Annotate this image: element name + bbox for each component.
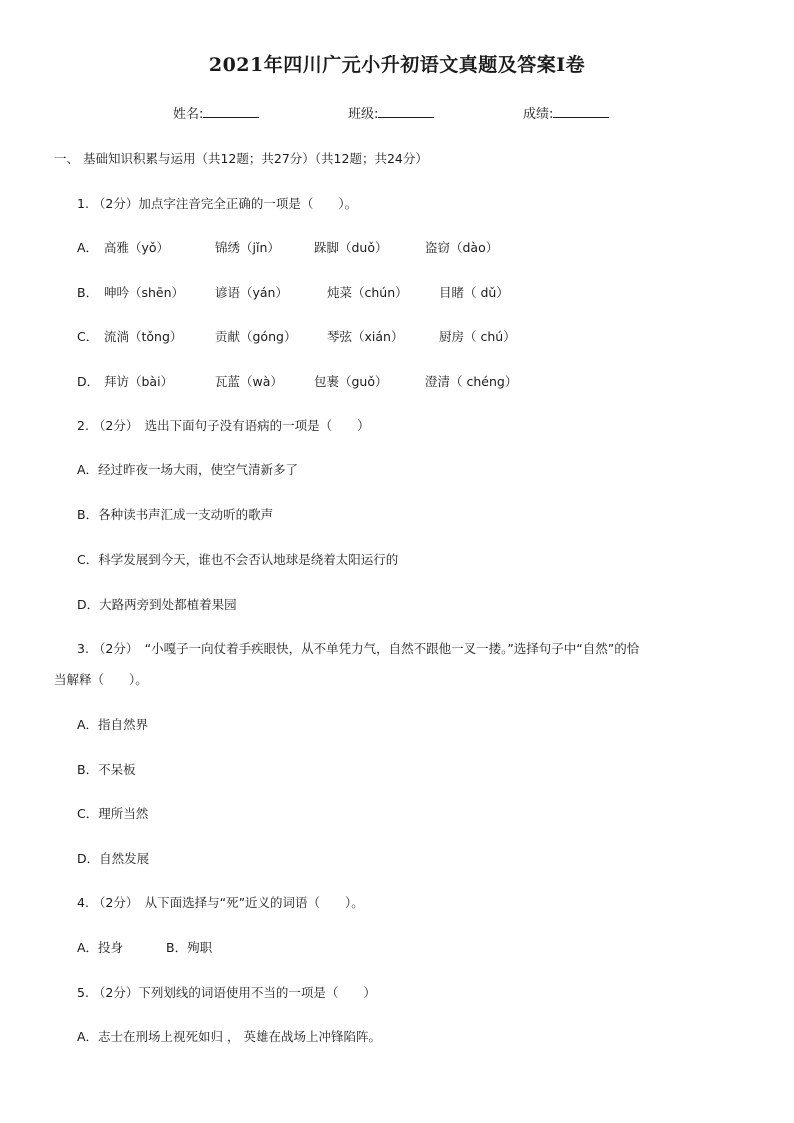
q1-option-c-item: 厨房（ chú） <box>439 329 516 344</box>
q2-option-a[interactable]: A．经过昨夜一场大雨，使空气清新多了 <box>77 462 299 477</box>
q3-option-a[interactable]: A．指自然界 <box>77 717 149 732</box>
q1-option-d-item: 澄清（ chéng） <box>425 374 518 389</box>
class-blank[interactable] <box>378 105 434 118</box>
q2-option-d[interactable]: D．大路两旁到处都植着果园 <box>77 597 237 612</box>
question-5-stem: 5. （2分）下列划线的词语使用不当的一项是（ ） <box>77 985 376 1000</box>
q4-option-b[interactable]: B．殉职 <box>166 940 213 955</box>
q1-option-d-item: 包裹（guǒ） <box>314 374 388 389</box>
q1-option-b-item: 谚语（yán） <box>215 285 288 300</box>
q1-option-b-item: 目睹（ dǔ） <box>439 285 509 300</box>
class-field <box>348 103 434 122</box>
question-1-stem: 1. （2分）加点字注音完全正确的一项是（ ）。 <box>77 196 358 211</box>
question-4-stem: 4. （2分） 从下面选择与“死”近义的词语（ ）。 <box>77 895 364 910</box>
q1-option-a-item: 锦绣（jǐn） <box>215 240 280 255</box>
q1-option-a-item: 盗窃（dào） <box>425 240 499 255</box>
score-blank[interactable] <box>553 105 609 118</box>
question-3-stem: 3. （2分） “小嘎子一向仗着手疾眼快，从不单凭力气，自然不跟他一叉一搂。”选择句子中“自然”的恰 <box>77 641 640 656</box>
score-field <box>523 103 609 122</box>
q1-option-d-label[interactable]: D． <box>77 374 100 389</box>
q1-option-d-item: 拜访（bài） <box>104 374 174 389</box>
q1-option-b-item: 呻吟（shēn） <box>104 285 185 300</box>
q1-option-c-item: 琴弦（xián） <box>327 329 404 344</box>
q2-option-b[interactable]: B．各种读书声汇成一支动听的歌声 <box>77 507 274 522</box>
q1-option-a-item: 高雅（yǒ） <box>104 240 170 255</box>
q5-option-a[interactable]: A．志士在刑场上视死如归 ， 英雄在战场上冲锋陷阵。 <box>77 1029 381 1044</box>
q1-option-b-label[interactable]: B． <box>77 285 99 300</box>
q1-option-a-item: 跺脚（duǒ） <box>314 240 388 255</box>
page-title: 2021年四川广元小升初语文真题及答案Ⅰ卷 <box>208 54 586 76</box>
q3-option-c[interactable]: C．理所当然 <box>77 806 149 821</box>
class-label: 班级: <box>348 107 379 122</box>
q1-option-d-item: 瓦蓝（wà） <box>215 374 283 389</box>
q1-option-c-item: 流淌（tǒng） <box>104 329 183 344</box>
section-heading: 一、 基础知识积累与运用（共12题；共27分）（共12题；共24分） <box>54 151 428 166</box>
q1-option-a-label[interactable]: A． <box>77 240 99 255</box>
q3-option-d[interactable]: D．自然发展 <box>77 851 150 866</box>
q3-option-b[interactable]: B．不呆板 <box>77 762 136 777</box>
q1-option-c-item: 贡献（góng） <box>215 329 297 344</box>
score-label: 成绩: <box>523 107 554 122</box>
question-3-stem-continued: 当解释（ ）。 <box>54 672 148 687</box>
name-blank[interactable] <box>203 105 259 118</box>
q4-option-a[interactable]: A．投身 <box>77 940 124 955</box>
q1-option-c-label[interactable]: C． <box>77 329 99 344</box>
name-label: 姓名: <box>173 107 204 122</box>
question-2-stem: 2. （2分） 选出下面句子没有语病的一项是（ ） <box>77 418 370 433</box>
q1-option-b-item: 炖菜（chún） <box>327 285 408 300</box>
q2-option-c[interactable]: C．科学发展到今天，谁也不会否认地球是绕着太阳运行的 <box>77 552 399 567</box>
name-field <box>173 103 259 122</box>
